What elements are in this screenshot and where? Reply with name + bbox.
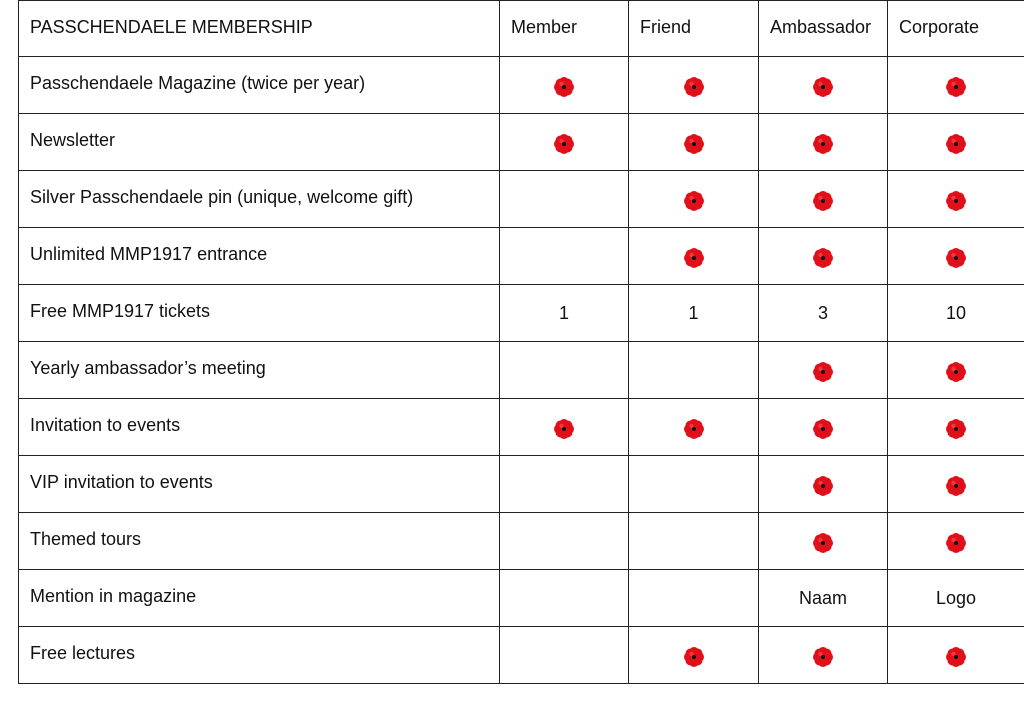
cell-friend bbox=[629, 171, 759, 228]
table-row bbox=[19, 171, 1024, 228]
cell-ambassador bbox=[759, 57, 888, 114]
cell-friend bbox=[629, 285, 759, 342]
cell-friend bbox=[629, 342, 759, 399]
feature-label: Unlimited MMP1917 entrance bbox=[19, 228, 500, 285]
tier-header-corporate: Corporate bbox=[888, 1, 1024, 57]
cell-corporate bbox=[888, 114, 1024, 171]
cell-value: 3 bbox=[817, 302, 828, 323]
poppy-icon bbox=[945, 76, 967, 98]
cell-corporate bbox=[888, 171, 1024, 228]
cell-ambassador bbox=[759, 570, 888, 627]
cell-member bbox=[500, 285, 629, 342]
cell-value: 1 bbox=[558, 302, 569, 323]
table-row bbox=[19, 228, 1024, 285]
table-title: PASSCHENDAELE MEMBERSHIP bbox=[19, 1, 500, 57]
feature-label: Mention in magazine bbox=[19, 570, 500, 627]
cell-friend bbox=[629, 570, 759, 627]
cell-friend bbox=[629, 456, 759, 513]
cell-corporate bbox=[888, 513, 1024, 570]
poppy-icon bbox=[553, 418, 575, 440]
table-row bbox=[19, 285, 1024, 342]
poppy-icon bbox=[945, 133, 967, 155]
feature-label: Passchendaele Magazine (twice per year) bbox=[19, 57, 500, 114]
cell-member bbox=[500, 171, 629, 228]
cell-ambassador bbox=[759, 399, 888, 456]
feature-label: Themed tours bbox=[19, 513, 500, 570]
table-row bbox=[19, 513, 1024, 570]
membership-table bbox=[18, 0, 1024, 684]
poppy-icon bbox=[683, 418, 705, 440]
poppy-icon bbox=[553, 76, 575, 98]
cell-member bbox=[500, 57, 629, 114]
poppy-icon bbox=[812, 247, 834, 269]
cell-member bbox=[500, 456, 629, 513]
cell-member bbox=[500, 513, 629, 570]
cell-ambassador bbox=[759, 513, 888, 570]
poppy-icon bbox=[812, 646, 834, 668]
cell-ambassador bbox=[759, 285, 888, 342]
cell-corporate bbox=[888, 57, 1024, 114]
cell-ambassador bbox=[759, 627, 888, 684]
poppy-icon bbox=[812, 361, 834, 383]
poppy-icon bbox=[812, 190, 834, 212]
table-row bbox=[19, 342, 1024, 399]
poppy-icon bbox=[812, 133, 834, 155]
cell-corporate bbox=[888, 456, 1024, 513]
tier-header-member: Member bbox=[500, 1, 629, 57]
poppy-icon bbox=[683, 76, 705, 98]
cell-friend bbox=[629, 399, 759, 456]
cell-value: Naam bbox=[798, 587, 847, 608]
feature-label: Newsletter bbox=[19, 114, 500, 171]
tier-header-ambassador: Ambassador bbox=[759, 1, 888, 57]
poppy-icon bbox=[553, 133, 575, 155]
header-row bbox=[19, 1, 1024, 57]
cell-corporate bbox=[888, 570, 1024, 627]
table-row bbox=[19, 57, 1024, 114]
poppy-icon bbox=[812, 532, 834, 554]
feature-label: Invitation to events bbox=[19, 399, 500, 456]
poppy-icon bbox=[812, 418, 834, 440]
poppy-icon bbox=[945, 475, 967, 497]
poppy-icon bbox=[683, 190, 705, 212]
table-row bbox=[19, 627, 1024, 684]
poppy-icon bbox=[812, 76, 834, 98]
cell-friend bbox=[629, 114, 759, 171]
table-body bbox=[19, 57, 1024, 684]
feature-label: Yearly ambassador’s meeting bbox=[19, 342, 500, 399]
feature-label: Silver Passchendaele pin (unique, welcome gift) bbox=[19, 171, 500, 228]
poppy-icon bbox=[945, 646, 967, 668]
tier-header-friend: Friend bbox=[629, 1, 759, 57]
cell-corporate bbox=[888, 228, 1024, 285]
cell-ambassador bbox=[759, 114, 888, 171]
table-row bbox=[19, 570, 1024, 627]
cell-member bbox=[500, 342, 629, 399]
cell-ambassador bbox=[759, 342, 888, 399]
feature-label: Free lectures bbox=[19, 627, 500, 684]
cell-value: Logo bbox=[935, 587, 977, 608]
cell-ambassador bbox=[759, 171, 888, 228]
poppy-icon bbox=[945, 532, 967, 554]
poppy-icon bbox=[945, 247, 967, 269]
feature-label: VIP invitation to events bbox=[19, 456, 500, 513]
poppy-icon bbox=[683, 133, 705, 155]
cell-value: 1 bbox=[688, 302, 699, 323]
cell-friend bbox=[629, 627, 759, 684]
cell-member bbox=[500, 570, 629, 627]
cell-value: 10 bbox=[945, 302, 967, 323]
feature-label: Free MMP1917 tickets bbox=[19, 285, 500, 342]
cell-corporate bbox=[888, 627, 1024, 684]
poppy-icon bbox=[945, 418, 967, 440]
cell-member bbox=[500, 399, 629, 456]
cell-member bbox=[500, 627, 629, 684]
cell-friend bbox=[629, 57, 759, 114]
table-row bbox=[19, 114, 1024, 171]
cell-ambassador bbox=[759, 228, 888, 285]
cell-ambassador bbox=[759, 456, 888, 513]
cell-friend bbox=[629, 228, 759, 285]
poppy-icon bbox=[683, 247, 705, 269]
cell-corporate bbox=[888, 285, 1024, 342]
table-row bbox=[19, 399, 1024, 456]
cell-member bbox=[500, 114, 629, 171]
poppy-icon bbox=[945, 190, 967, 212]
cell-corporate bbox=[888, 399, 1024, 456]
cell-corporate bbox=[888, 342, 1024, 399]
cell-member bbox=[500, 228, 629, 285]
poppy-icon bbox=[945, 361, 967, 383]
table-row bbox=[19, 456, 1024, 513]
poppy-icon bbox=[683, 646, 705, 668]
poppy-icon bbox=[812, 475, 834, 497]
cell-friend bbox=[629, 513, 759, 570]
